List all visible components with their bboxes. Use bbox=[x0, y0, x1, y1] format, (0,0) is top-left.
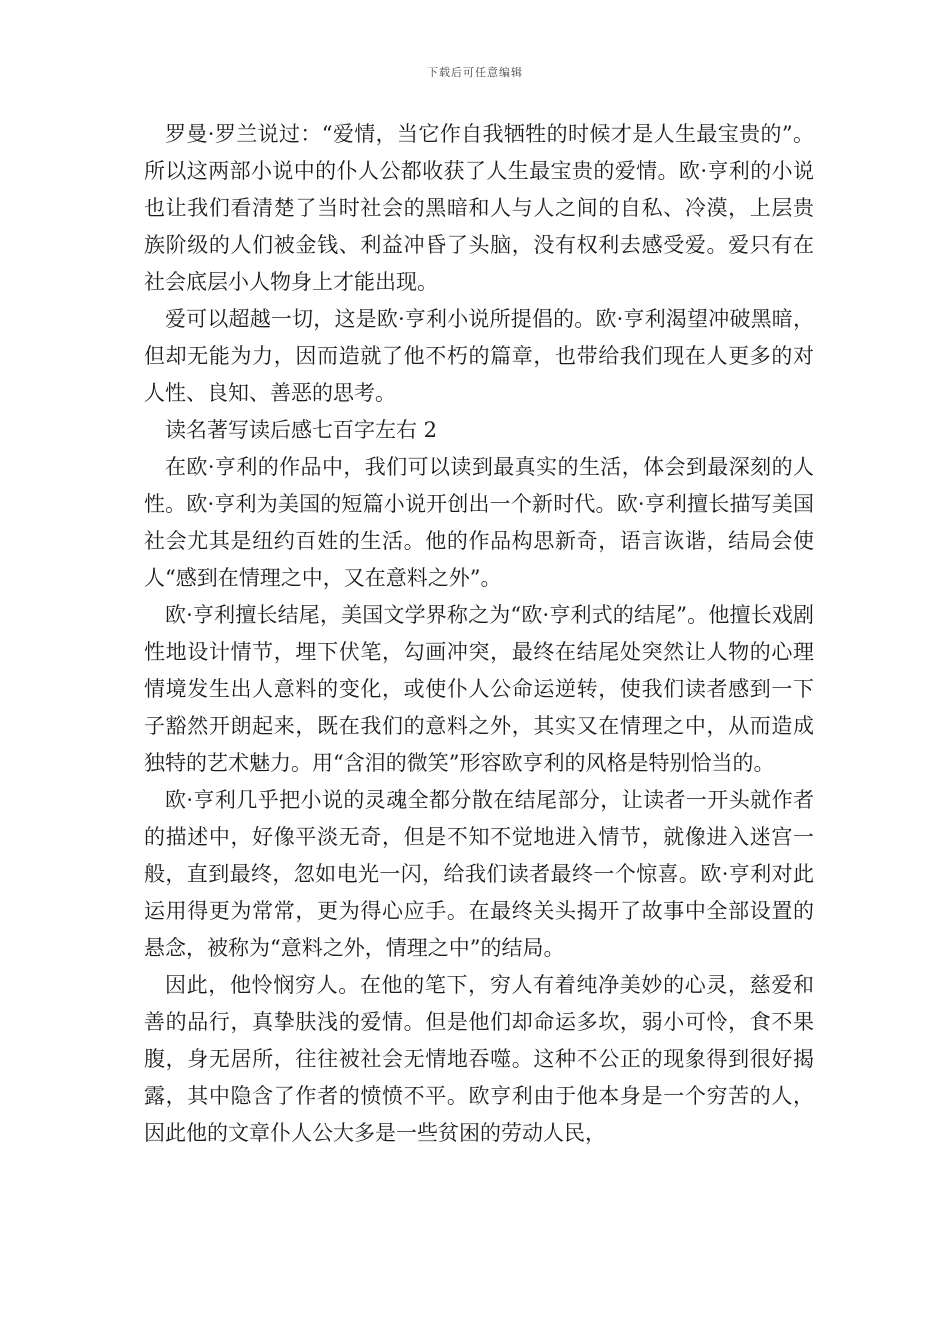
paragraph-6: 因此，他怜悯穷人。在他的笔下，穷人有着纯净美妙的心灵，慈爱和善的品行，真挚肤浅的爱情。但是他们却命运多坎，弱小可怜，食不果腹，身无居所，往往被社会无情地吞噬。这种不公正的现象得到很好揭露，其中隐含了作者的愤愤不平。欧亨利由于他本身是一个穷苦的人，因此他的文章仆人公大多是一些贫困的劳动人民， bbox=[144, 973, 814, 1145]
paragraph-2: 爱可以超越一切，这是欧·亨利小说所提倡的。欧·亨利渴望冲破黑暗，但却无能为力，因而造就了他不朽的篇章，也带给我们现在人更多的对人性、良知、善恶的思考。 bbox=[144, 307, 814, 405]
paragraph-4: 欧·亨利擅长结尾，美国文学界称之为“欧·亨利式的结尾”。他擅长戏剧性地设计情节，埋下伏笔，勾画冲突，最终在结尾处突然让人物的心理情境发生出人意料的变化，或使仆人公命运逆转，使我们读者感到一下子豁然开朗起来，既在我们的意料之外，其实又在情理之中，从而造成独特的艺术魅力。用“含泪的微笑”形容欧亨利的风格是特别恰当的。 bbox=[144, 603, 814, 775]
page-header: 下载后可任意编辑 bbox=[427, 66, 523, 79]
document-body bbox=[144, 116, 814, 1152]
section-heading: 读名著写读后感七百字左右 2 bbox=[165, 418, 438, 442]
paragraph-5: 欧·亨利几乎把小说的灵魂全都分散在结尾部分，让读者一开头就作者的描述中，好像平淡无奇，但是不知不觉地进入情节，就像进入迷宫一般，直到最终，忽如电光一闪，给我们读者最终一个惊喜。欧·亨利对此运用得更为常常，更为得心应手。在最终关头揭开了故事中全部设置的悬念，被称为“意料之外，情理之中”的结局。 bbox=[144, 788, 814, 960]
paragraph-3: 在欧·亨利的作品中，我们可以读到最真实的生活，体会到最深刻的人性。欧·亨利为美国的短篇小说开创出一个新时代。欧·亨利擅长描写美国社会尤其是纽约百姓的生活。他的作品构思新奇，语言诙谐，结局会使人“感到在情理之中，又在意料之外”。 bbox=[144, 455, 814, 590]
paragraph-1: 罗曼·罗兰说过：“爱情，当它作自我牺牲的时候才是人生最宝贵的”。所以这两部小说中的仆人公都收获了人生最宝贵的爱情。欧·亨利的小说也让我们看清楚了当时社会的黑暗和人与人之间的自私、冷漠，上层贵族阶级的人们被金钱、利益冲昏了头脑，没有权利去感受爱。爱只有在社会底层小人物身上才能出现。 bbox=[144, 122, 814, 294]
